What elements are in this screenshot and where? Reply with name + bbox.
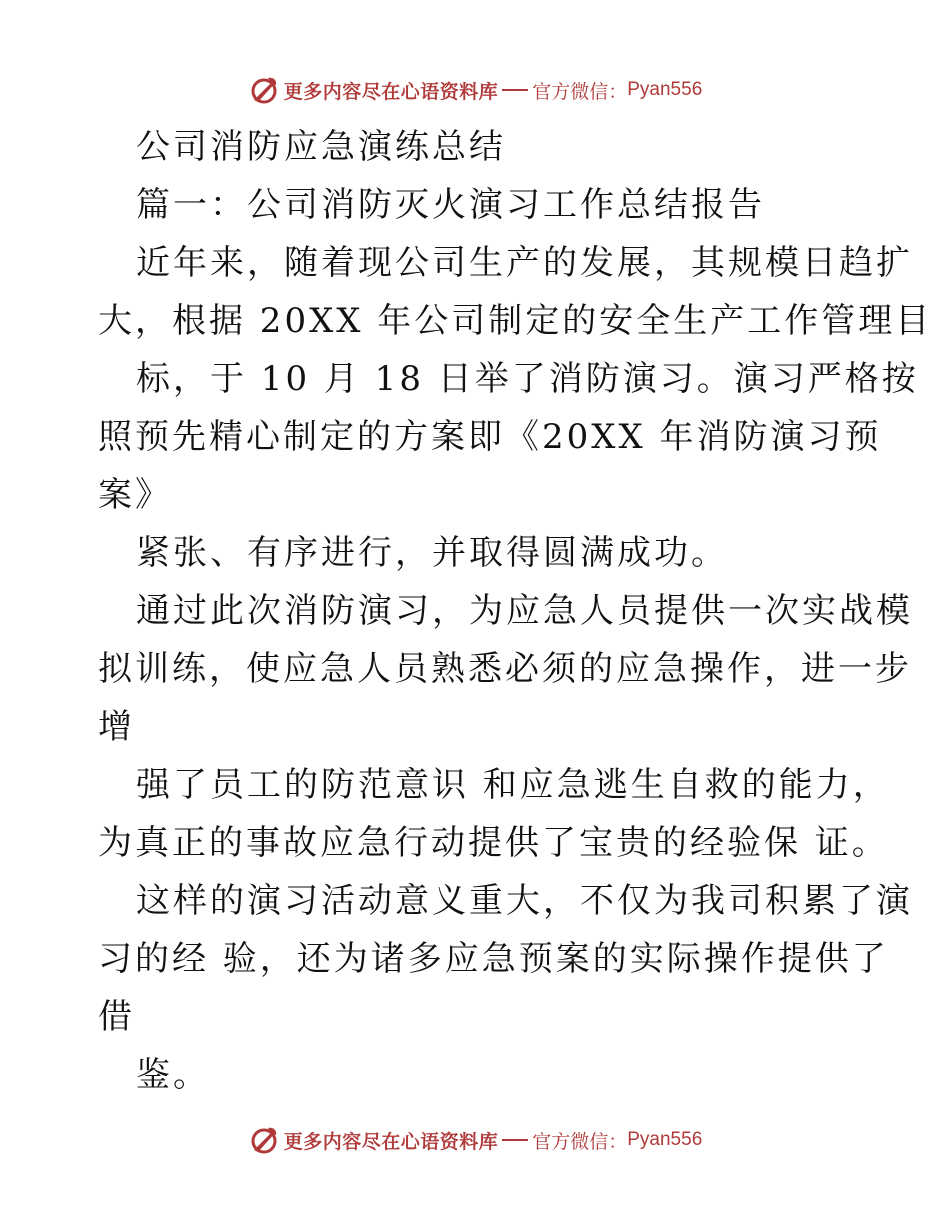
banner-account: Pyan556 (627, 1129, 703, 1150)
body-line: 强了员工的防范意识 和应急逃生自救的能力， (136, 765, 890, 805)
banner-wechat-label: 官方微信： (532, 80, 628, 103)
body-line: 标，于 10 月 18 日举了消防演习。演习严格按 (136, 359, 919, 399)
footer-watermark-banner (0, 1120, 950, 1160)
quill-logo-icon (248, 74, 280, 106)
header-watermark-banner (0, 70, 950, 110)
banner-wechat-label: 官方微信： (532, 1130, 628, 1153)
banner-text: 更多内容尽在心语资料库 (283, 80, 499, 103)
body-line: 增 (98, 707, 135, 747)
body-line: 案》 (98, 475, 172, 515)
body-line: 通过此次消防演习，为应急人员提供一次实战模 (136, 591, 913, 631)
section-heading: 篇一：公司消防灭火演习工作总结报告 (136, 185, 765, 225)
banner-dash (502, 1139, 528, 1141)
document-title: 公司消防应急演练总结 (136, 127, 506, 167)
quill-logo-icon (248, 1124, 280, 1156)
body-line: 拟训练，使应急人员熟悉必须的应急操作，进一步 (98, 649, 912, 689)
body-line: 紧张、有序进行，并取得圆满成功。 (136, 533, 728, 573)
body-line: 照预先精心制定的方案即《20XX 年消防演习预 (98, 417, 882, 457)
body-line: 借 (98, 997, 135, 1037)
body-line: 这样的演习活动意义重大，不仅为我司积累了演 (136, 881, 913, 921)
body-line: 为真正的事故应急行动提供了宝贵的经验保 证。 (98, 823, 889, 863)
body-line: 近年来，随着现公司生产的发展，其规模日趋扩 (136, 243, 913, 283)
body-line: 鉴。 (136, 1055, 210, 1095)
banner-text: 更多内容尽在心语资料库 (283, 1130, 499, 1153)
banner-dash (502, 89, 528, 91)
banner-account: Pyan556 (627, 79, 703, 100)
body-line: 习的经 验，还为诸多应急预案的实际操作提供了 (98, 939, 889, 979)
body-line: 大，根据 20XX 年公司制定的安全生产工作管理目 (98, 301, 933, 341)
